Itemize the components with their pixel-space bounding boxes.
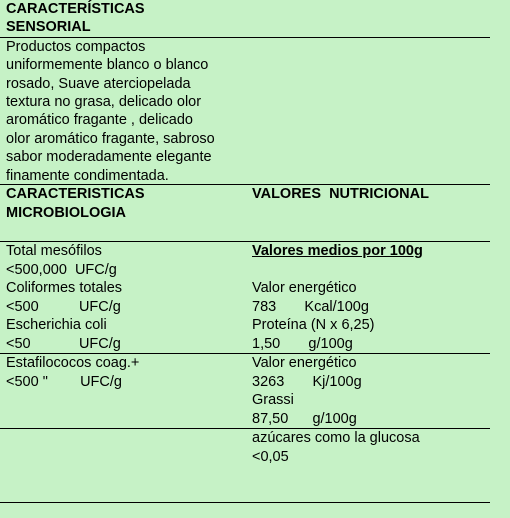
nutri-row-name: Valor energético bbox=[252, 355, 357, 371]
nutri-row-name: Valor energético bbox=[252, 280, 357, 296]
nutri-row-value: 783 Kcal/100g bbox=[252, 299, 369, 315]
micro-row-value: <50 UFC/g bbox=[6, 336, 121, 352]
nutri-row-value: <0,05 bbox=[252, 449, 289, 465]
sensorial-line: sabor moderadamente elegante bbox=[6, 149, 212, 165]
micro-row-name: Escherichia coli bbox=[6, 317, 107, 333]
sensorial-heading-line2: SENSORIAL bbox=[6, 19, 91, 35]
micro-row-value: <500 UFC/g bbox=[6, 299, 121, 315]
micro-row-value: <500,000 UFC/g bbox=[6, 262, 117, 278]
nutri-row-value: 3263 Kj/100g bbox=[252, 374, 362, 390]
micro-heading-line2: MICROBIOLOGIA bbox=[6, 205, 127, 221]
divider bbox=[0, 502, 490, 503]
nutri-heading: VALORES NUTRICIONAL bbox=[252, 186, 429, 202]
nutri-row-name: Grassi bbox=[252, 392, 294, 408]
sensorial-line: olor aromático fragante, sabroso bbox=[6, 131, 215, 147]
sensorial-line: Productos compactos bbox=[6, 39, 146, 55]
sensorial-heading-line1: CARACTERÍSTICAS bbox=[6, 1, 145, 17]
nutri-row-value: 1,50 g/100g bbox=[252, 336, 353, 352]
sensorial-line: uniformemente blanco o blanco bbox=[6, 57, 209, 73]
micro-row-value: <500 " UFC/g bbox=[6, 374, 122, 390]
micro-heading-line1: CARACTERISTICAS bbox=[6, 186, 145, 202]
sensorial-line: aromático fragante , delicado bbox=[6, 112, 193, 128]
nutri-row-value: 87,50 g/100g bbox=[252, 411, 357, 427]
sensorial-line: textura no grasa, delicado olor bbox=[6, 94, 202, 110]
micro-row-name: Total mesófilos bbox=[6, 243, 102, 259]
nutri-row-name: Proteína (N x 6,25) bbox=[252, 317, 375, 333]
sensorial-line: rosado, Suave aterciopelada bbox=[6, 76, 191, 92]
sensorial-line: finamente condimentada. bbox=[6, 168, 169, 184]
nutri-subheading: Valores medios por 100g bbox=[252, 243, 423, 259]
micro-row-name: Estafilococos coag.+ bbox=[6, 355, 140, 371]
micro-row-name: Coliformes totales bbox=[6, 280, 123, 296]
nutri-row-name: azúcares como la glucosa bbox=[252, 430, 420, 446]
